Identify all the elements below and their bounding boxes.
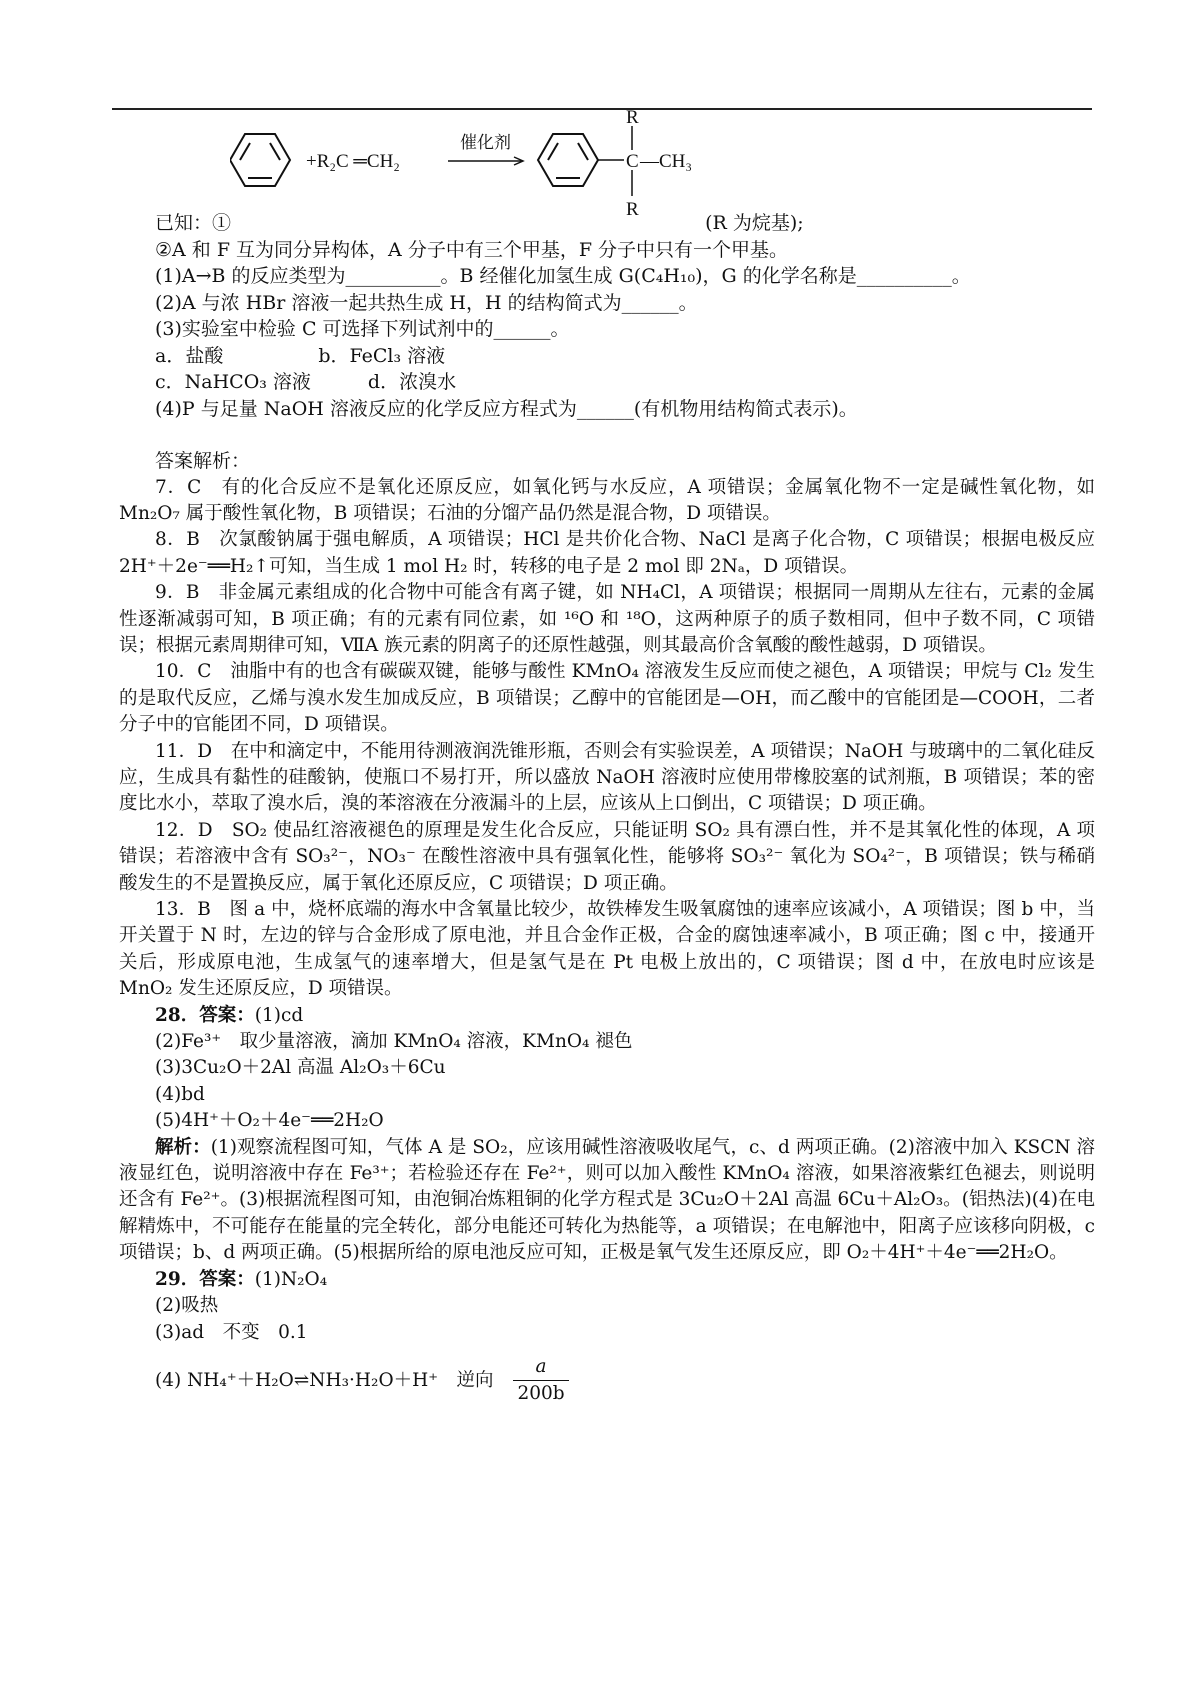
question-line: (3)实验室中检验 C 可选择下列试剂中的______。 [155, 318, 570, 340]
benzene-ring-product [538, 134, 598, 186]
answer-28-analysis [119, 1135, 1095, 1267]
answer-28-label-line [155, 1003, 1095, 1029]
question-line: (1)A→B 的反应类型为__________。B 经催化加氢生成 G(C₄H₁₀)，G 的化学名称是__________。 [155, 265, 971, 287]
known-note: (R 为烷基); [705, 212, 804, 234]
answer-item-11: 11．D 在中和滴定中，不能用待测液润洗锥形瓶，否则会有实验误差，A 项错误；NaOH 与玻璃中的二氧化硅反应，生成具有黏性的硅酸钠，使瓶口不易打开，所以盛放 NaOH 溶液时应使用带橡胶塞的试剂瓶，B 项错误；苯的密度比水小，萃取了溴水后，溴的苯溶液在分液漏斗的上层，应该从上口倒出，C 项错误；D 项正确。 [119, 740, 1095, 815]
question-line: ②A 和 F 互为同分异构体，A 分子中有三个甲基，F 分子中只有一个甲基。 [155, 238, 789, 261]
answer-29 [119, 1267, 1095, 1408]
product-r-bottom: R [626, 199, 639, 220]
product-r-top: R [626, 107, 639, 128]
question-line: (2)A 与浓 HBr 溶液一起共热生成 H，H 的结构简式为______。 [155, 291, 698, 314]
fraction-numerator: a [513, 1354, 568, 1381]
known-prefix: 已知：① [155, 212, 232, 234]
reagent-text: +R₂C ═CH₂ [306, 151, 400, 172]
answer-29-fraction [513, 1354, 568, 1408]
answer-29-label-line [155, 1267, 1095, 1293]
answer-28-a3: (3)3Cu₂O＋2Al 高温 Al₂O₃＋6Cu [155, 1057, 446, 1079]
answer-28-a5: (5)4H⁺＋O₂＋4e⁻══2H₂O [155, 1110, 384, 1132]
answer-29-a3: (3)ad 不变 0.1 [155, 1321, 308, 1343]
answer-item-10: 10．C 油脂中有的也含有碳碳双键，能够与酸性 KMnO₄ 溶液发生反应而使之褪色，A 项错误；甲烷与 Cl₂ 发生的是取代反应，乙烯与溴水发生加成反应，B 项错误；乙醇中的官能团是—OH，而乙酸中的官能团是—COOH，二者分子中的官能团不同，D 项错误。 [119, 661, 1095, 736]
fraction-denominator: 200b [517, 1383, 565, 1405]
answer-29-a2: (2)吸热 [155, 1295, 219, 1317]
page-content [119, 210, 1095, 1408]
answer-28-a2: (2)Fe³⁺ 取少量溶液，滴加 KMnO₄ 溶液，KMnO₄ 褪色 [155, 1031, 633, 1053]
benzene-ring-reactant [230, 134, 290, 186]
answer-item-8: 8．B 次氯酸钠属于强电解质，A 项错误；HCl 是共价化合物、NaCl 是离子化合物，C 项错误；根据电极反应 2H⁺＋2e⁻══H₂↑可知，当生成 1 mol H₂ 时，转移的电子是 2 mol 即 2Nₐ，D 项错误。 [119, 529, 1095, 577]
answer-block [119, 475, 1095, 1408]
answer-29-a1: (1)N₂O₄ [254, 1268, 328, 1290]
analysis-label: 解析： [155, 1136, 211, 1158]
answer-28 [119, 1003, 1095, 1135]
answer-28-label: 28．答案： [155, 1004, 255, 1026]
answer-29-label: 29．答案： [155, 1268, 255, 1290]
answer-item-9: 9．B 非金属元素组成的化合物中可能含有离子键，如 NH₄Cl，A 项错误；根据同一周期从左往右，元素的金属性逐渐减弱可知，B 项正确；有的元素有同位素，如 ¹⁶O 和 ¹⁸O，这两种原子的质子数相同，但中子数不同，C 项错误；根据元素周期律可知，ⅦA 族元素的阴离子的还原性越强，则其最高价含氧酸的酸性越弱，D 项错误。 [119, 582, 1095, 656]
option-line: a．盐酸 b．FeCl₃ 溶液 [155, 344, 446, 367]
answer-item-12: 12．D SO₂ 使品红溶液褪色的原理是发生化合反应，只能证明 SO₂ 具有漂白性，并不是其氧化性的体现，A 项错误；若溶液中含有 SO₃²⁻，NO₃⁻ 在酸性溶液中具有强氧化性，能够将 SO₃²⁻ 氧化为 SO₄²⁻，B 项错误；铁与稀硝酸发生的不是置换反应，属于氧化还原反应，C 项错误；D 项正确。 [119, 819, 1095, 894]
answer-29-a4-line [155, 1354, 1095, 1408]
product-ch3: —CH₃ [640, 151, 693, 172]
reaction-arrow [448, 157, 523, 165]
answers-heading: 答案解析： [155, 450, 251, 472]
option-line: c．NaHCO₃ 溶液 d．浓溴水 [155, 371, 457, 393]
answer-item-7: 7．C 有的化合反应不是氧化还原反应，如氧化钙与水反应，A 项错误；金属氧化物不一定是碱性氧化物，如 Mn₂O₇ 属于酸性氧化物，B 项错误；石油的分馏产品仍然是混合物，D 项错误。 [119, 476, 1095, 524]
catalyst-label: 催化剂 [460, 133, 511, 152]
analysis-text: (1)观察流程图可知，气体 A 是 SO₂，应该用碱性溶液吸收尾气，c、d 两项正确。(2)溶液中加入 KSCN 溶液显红色，说明溶液中存在 Fe³⁺；若检验还存在 Fe²⁺，则可以加入酸性 KMnO₄ 溶液，如果溶液紫红色褪去，则说明还含有 Fe²⁺。(3)根据流程图可知，由泡铜冶炼粗铜的化学方程式是 3Cu₂O＋2Al 高温 6Cu＋Al₂O₃。(铝热法)(4)在电解精炼中，不可能存在能量的完全转化，部分电能还可转化为热能等，a 项错误；在电解池中，阳离子应该移向阴极，c 项错误；b、d 两项正确。(5)根据所给的原电池反应可知，正极是氧气发生还原反应，即 O₂＋4H⁺＋4e⁻══2H₂O。 [119, 1136, 1095, 1264]
question-line: (4)P 与足量 NaOH 溶液反应的化学反应方程式为______(有机物用结构简式表示)。 [155, 397, 858, 420]
answer-item-13: 13．B 图 a 中，烧杯底端的海水中含氧量比较少，故铁棒发生吸氧腐蚀的速率应该减小，A 项错误；图 b 中，当开关置于 N 时，左边的锌与合金形成了原电池，并且合金作正极，合金的腐蚀速率减小，B 项正确；图 c 中，接通开关后，形成原电池，生成氢气的速率增大，但是氢气是在 Pt 电极上放出的，C 项错误；图 d 中，在放电时应该是 MnO₂ 发生还原反应，D 项错误。 [119, 899, 1095, 1000]
known-line [155, 210, 1095, 237]
answer-29-a4: (4) NH₄⁺＋H₂O⇌NH₃·H₂O＋H⁺ 逆向 [155, 1369, 494, 1391]
answer-28-a1: (1)cd [254, 1004, 304, 1026]
answer-28-a4: (4)bd [155, 1083, 205, 1105]
header-rule [112, 108, 1092, 110]
product-c: C [626, 151, 639, 172]
